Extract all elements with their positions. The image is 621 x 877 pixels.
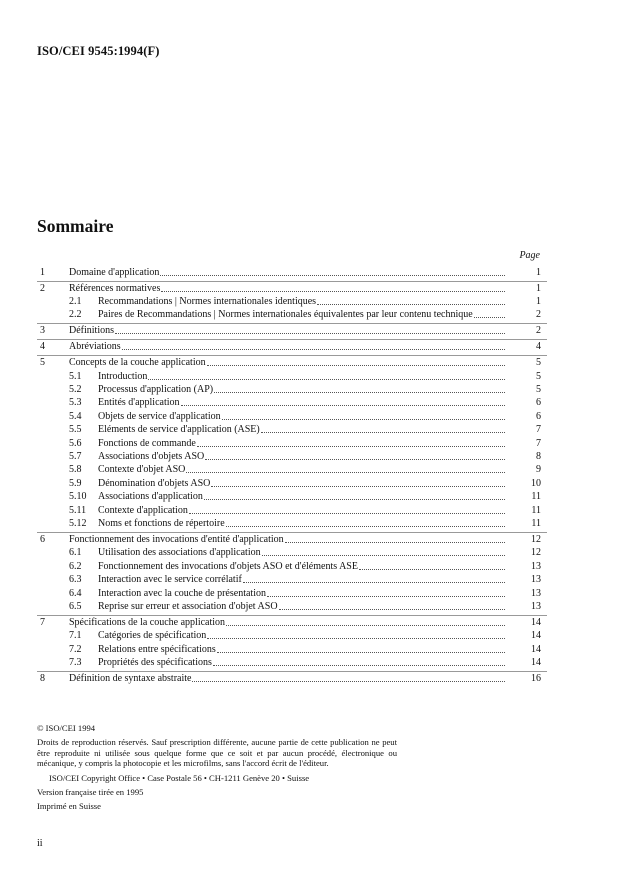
dot-leader xyxy=(160,266,505,276)
toc-entry[interactable] xyxy=(0,340,621,353)
toc-entry-page: 2 xyxy=(536,309,541,321)
dot-leader xyxy=(205,450,505,460)
dot-leader xyxy=(359,560,505,570)
dot-leader xyxy=(115,324,505,334)
copyright-notice xyxy=(37,723,397,812)
toc-entry-page: 1 xyxy=(536,295,541,307)
toc-entry-body xyxy=(69,356,505,369)
toc-entry-page: 14 xyxy=(531,643,541,655)
toc-entry-title: Reprise sur erreur et association d'objet ASO xyxy=(98,600,278,612)
toc-entry-page: 11 xyxy=(531,504,541,516)
dot-leader xyxy=(148,370,505,380)
toc-entry-page: 7 xyxy=(536,437,541,449)
toc-entry-body xyxy=(98,370,505,383)
toc-entry-number: 7.1 xyxy=(69,630,82,642)
toc-entry[interactable] xyxy=(0,504,621,517)
toc-entry-page: 5 xyxy=(536,357,541,369)
page-column-label: Page xyxy=(519,250,540,261)
toc-entry-number: 5.8 xyxy=(69,464,82,476)
toc-entry-page: 14 xyxy=(531,616,541,628)
toc-entry-body xyxy=(98,308,505,321)
toc-entry-page: 2 xyxy=(536,325,541,337)
dot-leader xyxy=(243,573,505,583)
toc-entry-number: 6.3 xyxy=(69,574,82,586)
toc-entry[interactable] xyxy=(0,396,621,409)
toc-entry-number: 2 xyxy=(40,282,45,294)
toc-entry-body xyxy=(98,517,505,530)
toc-entry-title: Contexte d'application xyxy=(98,504,188,516)
toc-entry-number: 7 xyxy=(40,616,45,628)
toc-entry[interactable] xyxy=(0,437,621,450)
toc-entry-body xyxy=(69,266,505,279)
rights-statement: Droits de reproduction réservés. Sauf prescription différente, aucune partie de cette publication ne peut être reproduite ni utilisée sous quelque forme que ce soit et par aucun procédé, électronique ou mécanique, y compris la photocopie et les microfilms, sans l'accord écrit de l'éditeur. xyxy=(37,737,397,769)
toc-entry-title: Définitions xyxy=(69,325,114,337)
toc-entry-body xyxy=(98,560,505,573)
toc-entry[interactable] xyxy=(0,560,621,573)
toc-entry-page: 5 xyxy=(536,384,541,396)
toc-entry-title: Propriétés des spécifications xyxy=(98,657,212,669)
dot-leader xyxy=(213,656,505,666)
toc-entry-number: 5.9 xyxy=(69,477,82,489)
toc-entry-title: Définition de syntaxe abstraite xyxy=(69,673,192,685)
toc-entry-page: 14 xyxy=(531,657,541,669)
toc-entry-body xyxy=(98,587,505,600)
toc-entry-title: Processus d'application (AP) xyxy=(98,384,214,396)
toc-entry-number: 5.5 xyxy=(69,424,82,436)
toc-entry-number: 2.2 xyxy=(69,309,82,321)
toc-entry-number: 5.7 xyxy=(69,451,82,463)
toc-entry[interactable] xyxy=(0,266,621,279)
toc-entry-number: 5.2 xyxy=(69,384,82,396)
toc-entry-number: 2.1 xyxy=(69,295,82,307)
dot-leader xyxy=(197,437,505,447)
table-of-contents xyxy=(0,263,621,685)
toc-entry-page: 12 xyxy=(531,547,541,559)
section-divider xyxy=(37,671,547,672)
toc-entry-title: Fonctions de commande xyxy=(98,437,196,449)
section-divider xyxy=(37,355,547,356)
toc-entry-number: 5.3 xyxy=(69,397,82,409)
dot-leader xyxy=(474,308,505,318)
toc-entry-title: Interaction avec le service corrélatif xyxy=(98,574,242,586)
toc-entry[interactable] xyxy=(0,672,621,685)
toc-entry-body xyxy=(98,396,505,409)
toc-entry[interactable] xyxy=(0,533,621,546)
toc-entry-page: 13 xyxy=(531,574,541,586)
section-divider xyxy=(37,323,547,324)
toc-entry-title: Entités d'application xyxy=(98,397,180,409)
dot-leader xyxy=(262,546,505,556)
toc-entry-page: 6 xyxy=(536,410,541,422)
dot-leader xyxy=(207,356,505,366)
toc-entry-title: Références normatives xyxy=(69,282,161,294)
toc-entry[interactable] xyxy=(0,410,621,423)
toc-entry[interactable] xyxy=(0,656,621,669)
toc-entry-number: 7.3 xyxy=(69,657,82,669)
toc-entry-body xyxy=(98,463,505,476)
toc-entry-title: Noms et fonctions de répertoire xyxy=(98,518,225,529)
toc-entry-body xyxy=(98,423,505,436)
toc-entry-number: 6 xyxy=(40,533,45,545)
toc-entry-page: 12 xyxy=(531,533,541,545)
toc-entry-number: 3 xyxy=(40,325,45,337)
toc-entry-body xyxy=(98,629,505,642)
toc-entry-body xyxy=(98,383,505,396)
toc-entry[interactable] xyxy=(0,324,621,337)
toc-entry-number: 5.1 xyxy=(69,370,82,382)
toc-entry[interactable] xyxy=(0,423,621,436)
toc-entry-body xyxy=(98,504,505,517)
toc-entry-page: 9 xyxy=(536,464,541,476)
toc-entry-number: 5.11 xyxy=(69,504,87,516)
dot-leader xyxy=(192,672,505,682)
dot-leader xyxy=(267,587,505,597)
toc-entry-body xyxy=(69,340,505,353)
dot-leader xyxy=(222,410,505,420)
toc-entry-body xyxy=(98,410,505,423)
toc-title: Sommaire xyxy=(37,216,114,236)
toc-entry[interactable] xyxy=(0,477,621,490)
toc-entry-body xyxy=(69,324,505,337)
toc-entry-number: 5.6 xyxy=(69,437,82,449)
toc-entry[interactable] xyxy=(0,356,621,369)
toc-entry-body xyxy=(69,533,505,546)
toc-entry-body xyxy=(98,450,505,463)
toc-entry[interactable] xyxy=(0,450,621,463)
toc-entry-page: 10 xyxy=(531,477,541,489)
toc-entry-number: 6.1 xyxy=(69,547,82,559)
toc-entry-page: 7 xyxy=(536,424,541,436)
toc-entry-page: 5 xyxy=(536,370,541,382)
document-id: ISO/CEI 9545:1994(F) xyxy=(37,44,160,58)
section-divider xyxy=(37,339,547,340)
toc-entry[interactable] xyxy=(0,295,621,308)
toc-entry-title: Eléments de service d'application (ASE) xyxy=(98,424,260,436)
dot-leader xyxy=(217,643,505,653)
toc-entry-page: 13 xyxy=(531,587,541,599)
toc-entry-body xyxy=(98,295,505,308)
copyright-line: © ISO/CEI 1994 xyxy=(37,723,96,733)
toc-entry[interactable] xyxy=(0,517,621,530)
toc-entry-body xyxy=(98,437,505,450)
toc-entry-title: Concepts de la couche application xyxy=(69,357,206,369)
toc-entry[interactable] xyxy=(0,383,621,396)
toc-entry-title: Relations entre spécifications xyxy=(98,643,216,655)
toc-entry[interactable] xyxy=(0,600,621,613)
toc-entry-title: Associations d'application xyxy=(98,491,203,503)
section-divider xyxy=(37,532,547,533)
toc-entry[interactable] xyxy=(0,643,621,656)
dot-leader xyxy=(226,517,505,527)
edition-note: Version française tirée en 1995 xyxy=(37,787,144,798)
toc-entry-number: 5.10 xyxy=(69,491,87,503)
toc-entry-body xyxy=(69,282,505,295)
toc-entry[interactable] xyxy=(0,573,621,586)
toc-entry-title: Domaine d'application xyxy=(69,266,160,278)
printed-note: Imprimé en Suisse xyxy=(37,801,101,812)
toc-entry-number: 6.4 xyxy=(69,587,82,599)
section-divider xyxy=(37,615,547,616)
toc-entry-body xyxy=(69,672,505,685)
dot-leader xyxy=(122,340,505,350)
toc-entry-page: 4 xyxy=(536,341,541,353)
toc-entry-number: 7.2 xyxy=(69,643,82,655)
toc-entry[interactable] xyxy=(0,629,621,642)
toc-entry-number: 5.4 xyxy=(69,410,82,422)
page-folio: ii xyxy=(37,838,43,849)
dot-leader xyxy=(226,616,505,626)
dot-leader xyxy=(214,383,505,393)
toc-entry-title: Fonctionnement des invocations d'entité d'application xyxy=(69,533,284,545)
toc-entry-title: Introduction xyxy=(98,370,148,382)
toc-entry-title: Paires de Recommandations | Normes internationales équivalentes par leur contenu technique xyxy=(98,309,473,321)
toc-entry-title: Associations d'objets ASO xyxy=(98,451,205,463)
dot-leader xyxy=(279,600,505,610)
dot-leader xyxy=(186,463,505,473)
toc-entry-page: 13 xyxy=(531,560,541,572)
toc-entry-page: 1 xyxy=(536,266,541,278)
toc-entry-page: 11 xyxy=(531,491,541,503)
toc-entry-page: 1 xyxy=(536,282,541,294)
dot-leader xyxy=(285,533,505,543)
dot-leader xyxy=(204,490,505,500)
toc-entry-number: 1 xyxy=(40,266,45,278)
toc-entry-page: 11 xyxy=(531,518,541,529)
toc-entry-page: 16 xyxy=(531,673,541,685)
toc-entry-number: 5.12 xyxy=(69,518,87,529)
dot-leader xyxy=(261,423,505,433)
toc-entry-number: 6.2 xyxy=(69,560,82,572)
toc-entry-title: Objets de service d'application xyxy=(98,410,221,422)
toc-entry-title: Fonctionnement des invocations d'objets ASO et d'éléments ASE xyxy=(98,560,358,572)
toc-entry-title: Recommandations | Normes internationales identiques xyxy=(98,295,317,307)
toc-entry-body xyxy=(98,546,505,559)
toc-entry-body xyxy=(69,616,505,629)
toc-entry[interactable] xyxy=(0,370,621,383)
toc-entry-number: 8 xyxy=(40,673,45,685)
dot-leader xyxy=(161,282,505,292)
toc-entry[interactable] xyxy=(0,546,621,559)
toc-entry[interactable] xyxy=(0,282,621,295)
dot-leader xyxy=(181,396,505,406)
toc-entry-page: 14 xyxy=(531,630,541,642)
toc-entry-title: Spécifications de la couche application xyxy=(69,616,226,628)
dot-leader xyxy=(317,295,505,305)
toc-entry-body xyxy=(98,656,505,669)
toc-entry-number: 6.5 xyxy=(69,600,82,612)
toc-entry[interactable] xyxy=(0,490,621,503)
toc-entry-title: Abréviations xyxy=(69,341,121,353)
toc-entry-title: Dénomination d'objets ASO xyxy=(98,477,211,489)
dot-leader xyxy=(211,477,505,487)
toc-entry-page: 6 xyxy=(536,397,541,409)
dot-leader xyxy=(207,629,505,639)
copyright-office-address: ISO/CEI Copyright Office • Case Postale 56 • CH-1211 Genève 20 • Suisse xyxy=(49,772,310,783)
toc-entry[interactable] xyxy=(0,308,621,321)
toc-entry[interactable] xyxy=(0,463,621,476)
toc-entry[interactable] xyxy=(0,616,621,629)
toc-entry-page: 13 xyxy=(531,600,541,612)
toc-entry-page: 8 xyxy=(536,451,541,463)
dot-leader xyxy=(189,504,505,514)
toc-entry-title: Contexte d'objet ASO xyxy=(98,464,186,476)
toc-entry-body xyxy=(98,573,505,586)
toc-entry-body xyxy=(98,600,505,613)
toc-entry-title: Interaction avec la couche de présentation xyxy=(98,587,266,599)
section-divider xyxy=(37,281,547,282)
toc-entry-body xyxy=(98,490,505,503)
toc-entry-number: 5 xyxy=(40,357,45,369)
toc-entry-number: 4 xyxy=(40,341,45,353)
toc-entry-body xyxy=(98,643,505,656)
toc-entry-title: Catégories de spécification xyxy=(98,630,207,642)
toc-entry-body xyxy=(98,477,505,490)
toc-entry[interactable] xyxy=(0,587,621,600)
toc-entry-title: Utilisation des associations d'application xyxy=(98,547,261,559)
